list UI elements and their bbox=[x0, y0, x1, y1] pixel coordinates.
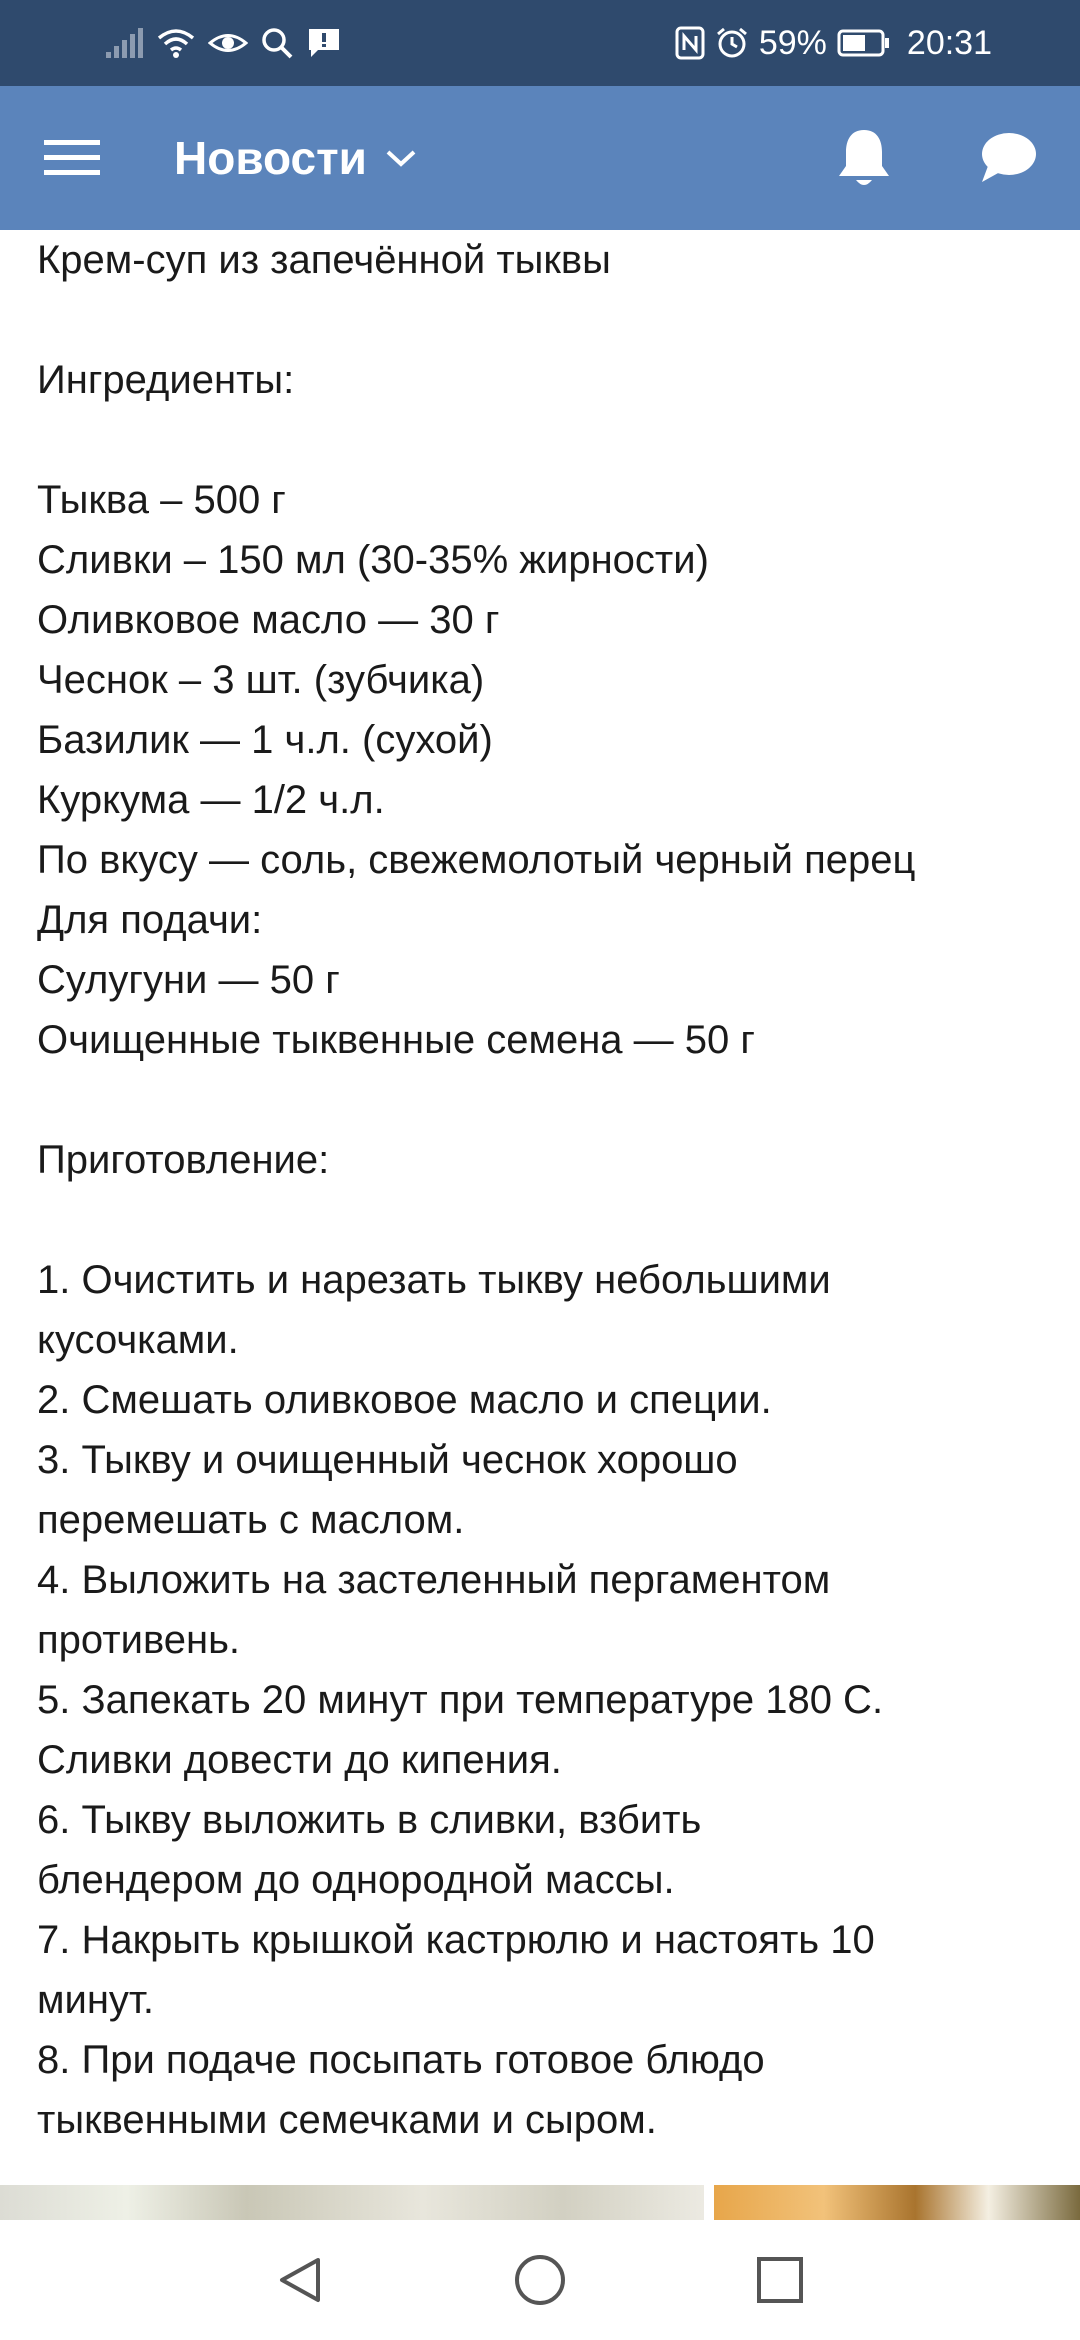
nfc-icon bbox=[675, 26, 705, 60]
text-line: 8. При подаче посыпать готовое блюдо bbox=[37, 2038, 765, 2082]
text-line: Ингредиенты: bbox=[37, 358, 295, 402]
alarm-icon bbox=[715, 26, 749, 60]
recents-square-icon bbox=[754, 2254, 806, 2306]
clock: 20:31 bbox=[906, 23, 992, 62]
page-title: Новости bbox=[174, 132, 367, 184]
system-navigation-bar bbox=[0, 2220, 1080, 2340]
text-line: Куркума — 1/2 ч.л. bbox=[37, 778, 385, 822]
text-line: Приготовление: bbox=[37, 1138, 330, 1182]
text-line: 1. Очистить и нарезать тыкву небольшими bbox=[37, 1258, 831, 1302]
text-line: Сливки довести до кипения. bbox=[37, 1738, 562, 1782]
blank-line bbox=[37, 410, 1047, 470]
hamburger-menu-icon bbox=[44, 138, 100, 178]
text-line: 7. Накрыть крышкой кастрюлю и настоять 10 bbox=[37, 1918, 875, 1962]
text-line: противень. bbox=[37, 1618, 241, 1662]
text-line: Сулугуни — 50 г bbox=[37, 958, 340, 1002]
menu-button[interactable] bbox=[28, 124, 116, 192]
blank-line bbox=[37, 290, 1047, 350]
text-line: 4. Выложить на застеленный пергаментом bbox=[37, 1558, 831, 1602]
battery-icon bbox=[837, 28, 891, 58]
eye-icon bbox=[208, 26, 248, 60]
text-line: кусочками. bbox=[37, 1318, 239, 1362]
post-image[interactable] bbox=[0, 2185, 704, 2220]
home-button[interactable] bbox=[508, 2248, 572, 2312]
search-icon bbox=[260, 26, 294, 60]
text-line: Чеснок – 3 шт. (зубчика) bbox=[37, 658, 485, 702]
text-line: 5. Запекать 20 минут при температуре 180 С. bbox=[37, 1678, 884, 1722]
wifi-icon bbox=[156, 26, 196, 60]
app-bar bbox=[0, 86, 1080, 230]
text-line: Сливки – 150 мл (30-35% жирности) bbox=[37, 538, 709, 582]
back-triangle-icon bbox=[274, 2254, 326, 2306]
text-line: По вкусу — соль, свежемолотый черный перец bbox=[37, 838, 916, 882]
blank-line bbox=[37, 1070, 1047, 1130]
status-bar-left-icons bbox=[104, 18, 342, 68]
back-button[interactable] bbox=[268, 2248, 332, 2312]
chevron-down-icon bbox=[385, 148, 417, 168]
message-icon bbox=[306, 26, 342, 60]
post-text bbox=[37, 230, 1047, 2150]
feed-selector[interactable] bbox=[174, 126, 417, 190]
recents-button[interactable] bbox=[748, 2248, 812, 2312]
text-line: Для подачи: bbox=[37, 898, 263, 942]
text-line: Крем-суп из запечённой тыквы bbox=[37, 238, 611, 282]
text-line: минут. bbox=[37, 1978, 154, 2022]
notifications-button[interactable] bbox=[832, 122, 896, 194]
text-line: тыквенными семечками и сыром. bbox=[37, 2098, 657, 2142]
text-line: Очищенные тыквенные семена — 50 г bbox=[37, 1018, 755, 1062]
text-line: 2. Смешать оливковое масло и специи. bbox=[37, 1378, 772, 1422]
status-bar bbox=[0, 0, 1080, 86]
messages-button[interactable] bbox=[972, 122, 1044, 194]
bell-icon bbox=[835, 126, 893, 190]
text-line: 6. Тыкву выложить в сливки, взбить bbox=[37, 1798, 702, 1842]
battery-percent: 59% bbox=[758, 23, 827, 62]
blank-line bbox=[37, 1190, 1047, 1250]
status-bar-right bbox=[675, 18, 992, 68]
chat-bubble-icon bbox=[978, 130, 1038, 186]
post-image[interactable] bbox=[714, 2185, 1080, 2220]
text-line: Базилик — 1 ч.л. (сухой) bbox=[37, 718, 493, 762]
home-circle-icon bbox=[512, 2252, 568, 2308]
text-line: Оливковое масло — 30 г bbox=[37, 598, 500, 642]
text-line: Тыква – 500 г bbox=[37, 478, 286, 522]
post-images bbox=[0, 2185, 1080, 2220]
text-line: перемешать с маслом. bbox=[37, 1498, 465, 1542]
signal-icon bbox=[104, 26, 144, 60]
text-line: 3. Тыкву и очищенный чеснок хорошо bbox=[37, 1438, 738, 1482]
text-line: блендером до однородной массы. bbox=[37, 1858, 675, 1902]
